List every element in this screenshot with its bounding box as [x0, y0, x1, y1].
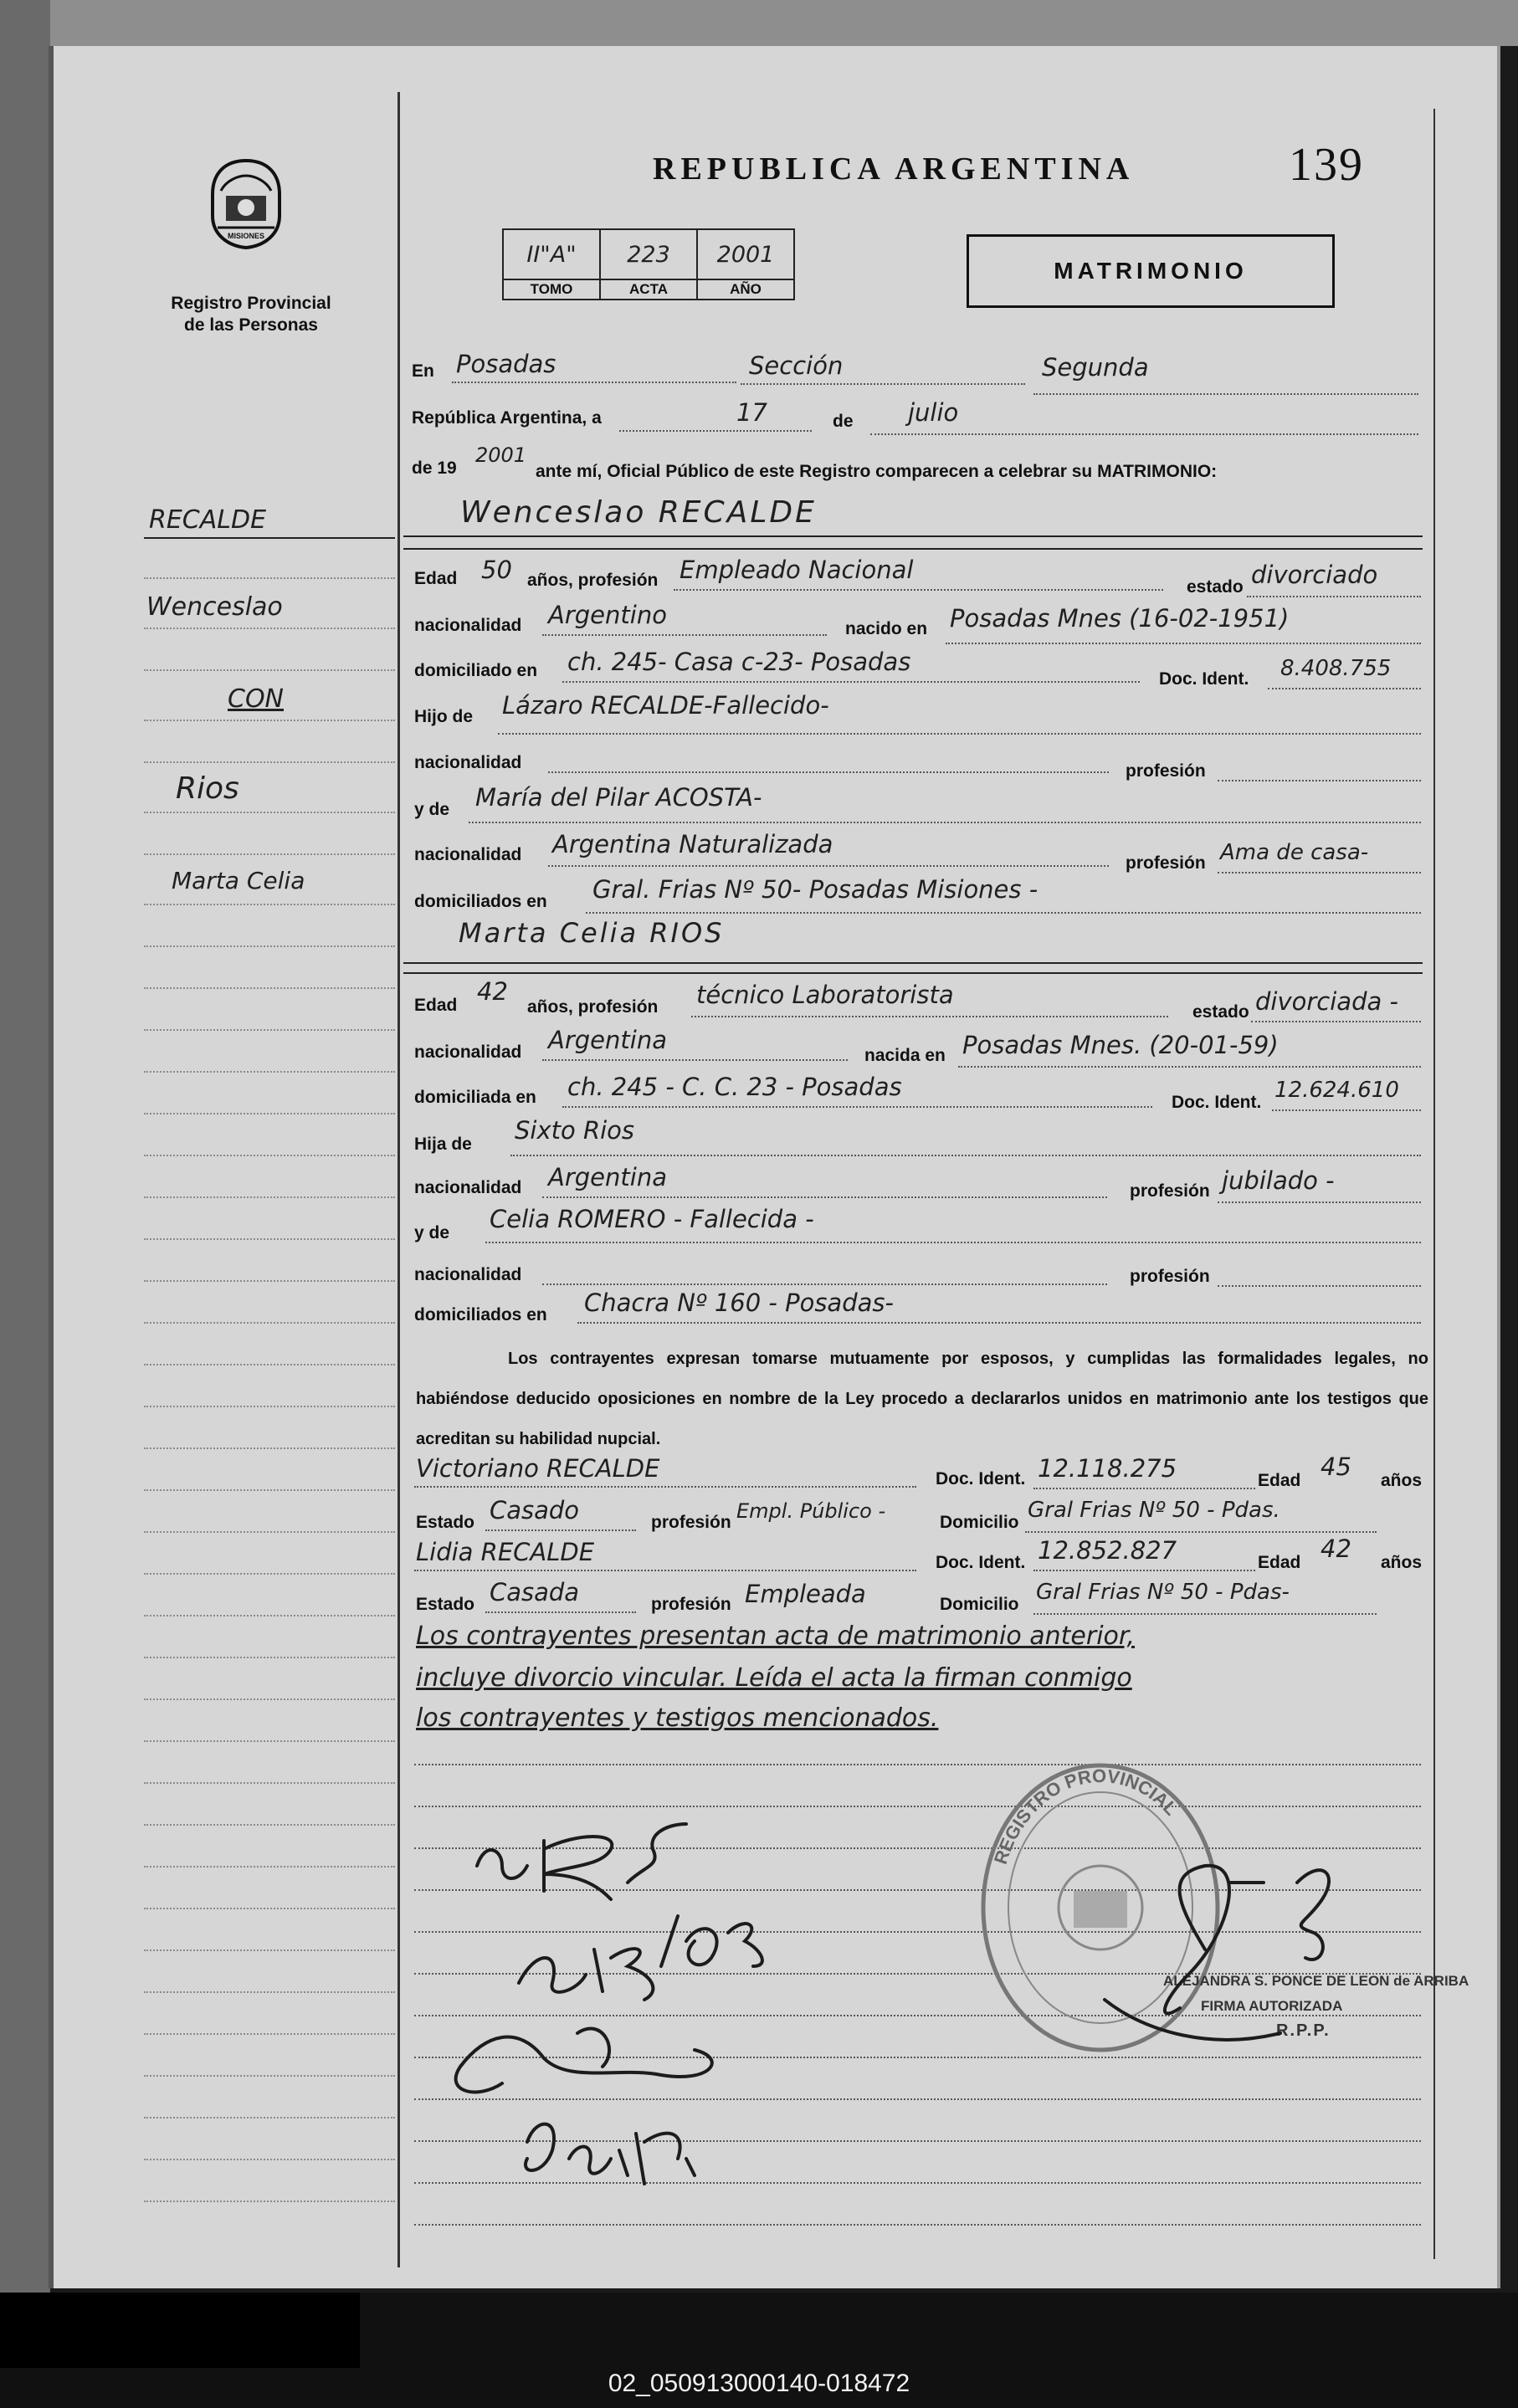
- witness2-name: Lidia RECALDE: [416, 1538, 595, 1566]
- groom-age: 50: [481, 556, 512, 584]
- margin-bride-surname: Rios: [176, 771, 239, 806]
- margin-line: [144, 577, 395, 579]
- day-line: [619, 430, 812, 432]
- margin-line: [144, 904, 395, 905]
- witness1-address: Gral Frias Nº 50 - Pdas.: [1028, 1498, 1280, 1523]
- margin-line: [144, 1908, 395, 1909]
- groom-father-nat-line: [548, 771, 1109, 773]
- groom-father-prof-line: [1218, 780, 1421, 781]
- bride-name-rule: [403, 962, 1423, 964]
- groom-birth-line: [946, 643, 1421, 644]
- witness2-estado: Casada: [490, 1578, 580, 1606]
- day-value: 17: [736, 398, 767, 427]
- groom-nat-label: nacionalidad: [414, 616, 522, 635]
- groom-mother-prof-label: profesión: [1126, 853, 1206, 873]
- notes-line-1: Los contrayentes presentan acta de matrimonio anterior,: [416, 1622, 1136, 1651]
- witness1-edad-label: Edad: [1258, 1471, 1301, 1490]
- signatures: [410, 1782, 1448, 2217]
- witness1-name-line: [414, 1486, 916, 1488]
- groom-profession: Empleado Nacional: [680, 556, 914, 584]
- official-name: ALEJANDRA S. PONCE DE LEON de ARRIBA: [1163, 1973, 1469, 1989]
- groom-section-rule: [403, 548, 1423, 550]
- bride-father-nat-line: [542, 1196, 1107, 1198]
- margin-line: [144, 1113, 395, 1114]
- bride-mother-prof-line: [1218, 1285, 1421, 1287]
- bride-parents-line: [577, 1322, 1421, 1324]
- seccion-label-hw: Sección: [749, 351, 844, 380]
- bride-age: 42: [477, 977, 508, 1006]
- bride-mother-nat-label: nacionalidad: [414, 1265, 522, 1284]
- margin-line: [144, 2201, 395, 2202]
- margin-rule-1: [144, 537, 395, 539]
- groom-nat-line: [542, 634, 827, 636]
- bride-estado: divorciada -: [1255, 987, 1398, 1016]
- witness2-anos-label: años: [1381, 1553, 1423, 1572]
- witness1-estado-line: [485, 1529, 636, 1531]
- groom-hijo-label: Hijo de: [414, 707, 474, 726]
- witness2-prof-label: profesión: [651, 1595, 731, 1614]
- bride-parents-dom-label: domiciliados en: [414, 1305, 547, 1324]
- groom-mother-nat-line: [548, 865, 1109, 867]
- official-sub: R.P.P.: [1276, 2021, 1331, 2040]
- witness2-estado-label: Estado: [416, 1595, 475, 1614]
- margin-line: [144, 2033, 395, 2035]
- scan-background-top: [0, 0, 1518, 46]
- bride-estado-line: [1251, 1021, 1421, 1022]
- witness2-profession: Empleada: [745, 1580, 866, 1608]
- groom-address-line: [562, 681, 1140, 683]
- margin-line: [144, 1824, 395, 1826]
- witness1-signature: [456, 2029, 712, 2093]
- bride-nationality: Argentina: [548, 1026, 667, 1054]
- seal-text: MISIONES: [227, 232, 265, 240]
- margin-line: [144, 1866, 395, 1867]
- groom-nationality: Argentino: [548, 601, 667, 629]
- bride-nat-line: [542, 1059, 848, 1061]
- groom-profession-line: [674, 589, 1163, 591]
- year-value: 2001: [475, 443, 527, 467]
- witness1-prof-label: profesión: [651, 1513, 731, 1532]
- margin-line: [144, 1447, 395, 1449]
- sig-rule: [414, 1764, 1421, 1765]
- groom-mother-nat-label: nacionalidad: [414, 845, 522, 864]
- margin-groom-given: Wenceslao: [146, 592, 283, 622]
- groom-mother-nationality: Argentina Naturalizada: [552, 830, 833, 858]
- witness1-estado: Casado: [490, 1496, 580, 1524]
- margin-line: [144, 1322, 395, 1324]
- margin-line: [144, 1740, 395, 1742]
- margin-line: [144, 1531, 395, 1533]
- margin-line: [144, 1657, 395, 1658]
- margin-line: [144, 2075, 395, 2077]
- groom-edad-label: Edad: [414, 569, 458, 588]
- margin-line: [144, 1949, 395, 1951]
- groom-father: Lázaro RECALDE-Fallecido-: [502, 691, 829, 720]
- groom-parents-dom-label: domiciliados en: [414, 892, 547, 911]
- margin-line: [144, 1406, 395, 1407]
- witness1-profession: Empl. Público -: [736, 1499, 886, 1523]
- margin-con: CON: [228, 684, 285, 714]
- margin-line: [144, 945, 395, 947]
- witness1-name: Victoriano RECALDE: [416, 1454, 660, 1483]
- groom-father-prof-label: profesión: [1126, 761, 1206, 781]
- groom-estado: divorciado: [1251, 561, 1378, 589]
- notes-line-3: los contrayentes y testigos mencionados.: [416, 1704, 939, 1733]
- bride-name: Marta Celia RIOS: [459, 917, 725, 949]
- scan-background-corner: [0, 2293, 360, 2368]
- margin-line: [144, 1615, 395, 1616]
- margin-line: [144, 720, 395, 721]
- bride-parents-address: Chacra Nº 160 - Posadas-: [584, 1289, 894, 1317]
- witness2-signature: [526, 2124, 695, 2184]
- bride-edad-label: Edad: [414, 996, 458, 1015]
- record-type-box: MATRIMONIO: [967, 234, 1335, 308]
- registry-label: Registro Provincial de las Personas: [171, 294, 331, 335]
- witness1-doc: 12.118.275: [1038, 1454, 1177, 1483]
- groom-estado-label: estado: [1187, 577, 1244, 597]
- month-line: [870, 433, 1418, 435]
- bride-father-nat-label: nacionalidad: [414, 1178, 522, 1197]
- margin-line: [144, 1698, 395, 1700]
- witness2-estado-line: [485, 1611, 636, 1613]
- section-value: Segunda: [1042, 353, 1149, 382]
- bride-father-prof-label: profesión: [1130, 1181, 1210, 1201]
- place-line: [452, 382, 736, 383]
- witness2-name-line: [414, 1570, 916, 1571]
- groom-father-line: [498, 733, 1421, 735]
- en-label: En: [412, 361, 434, 381]
- ano-label: AÑO: [697, 279, 794, 300]
- province-seal-icon: [209, 157, 283, 251]
- witness2-edad-label: Edad: [1258, 1553, 1301, 1572]
- margin-groom-surname: RECALDE: [149, 505, 267, 535]
- bride-profession-line: [691, 1016, 1168, 1017]
- bride-father-line: [510, 1155, 1421, 1156]
- bride-signature: [519, 1916, 762, 2000]
- section-line: [1033, 393, 1418, 395]
- groom-doc: 8.408.755: [1280, 656, 1392, 681]
- margin-line: [144, 669, 395, 671]
- groom-name-rule: [403, 535, 1423, 537]
- bride-father-prof-line: [1218, 1201, 1421, 1203]
- scan-background-left: [0, 0, 50, 2408]
- groom-estado-line: [1247, 596, 1421, 597]
- witness2-age: 42: [1321, 1534, 1351, 1563]
- tomo-value: II"A": [503, 229, 600, 279]
- margin-line: [144, 2117, 395, 2119]
- witness1-doc-label: Doc. Ident.: [936, 1469, 1026, 1488]
- tomo-label: TOMO: [503, 279, 600, 300]
- groom-parents-line: [586, 912, 1421, 914]
- notes-line-2: incluye divorcio vincular. Leída el acta la firman conmigo: [416, 1663, 1132, 1693]
- official-role: FIRMA AUTORIZADA: [1201, 1998, 1343, 2014]
- file-id: 02_050913000140-018472: [608, 2370, 910, 2397]
- bride-nat-label: nacionalidad: [414, 1043, 522, 1062]
- groom-doc-line: [1268, 688, 1421, 689]
- witness1-age: 45: [1321, 1452, 1351, 1481]
- bride-doc: 12.624.610: [1274, 1078, 1399, 1103]
- witness1-doc-line: [1033, 1488, 1255, 1489]
- bride-birthplace: Posadas Mnes. (20-01-59): [962, 1031, 1279, 1059]
- margin-line: [144, 853, 395, 855]
- official-signature: [1165, 1866, 1329, 2014]
- republica-label: República Argentina, a: [412, 408, 602, 428]
- groom-anos-label: años, profesión: [527, 571, 659, 590]
- margin-line: [144, 987, 395, 989]
- margin-line: [144, 2159, 395, 2160]
- groom-address: ch. 245- Casa c-23- Posadas: [567, 648, 911, 676]
- margin-line: [144, 1196, 395, 1198]
- reference-table: [502, 228, 795, 300]
- bride-address-line: [562, 1106, 1152, 1108]
- bride-doc-label: Doc. Ident.: [1172, 1093, 1262, 1112]
- margin-line: [144, 1238, 395, 1240]
- acta-value: 223: [600, 229, 697, 279]
- bride-yde-label: y de: [414, 1223, 450, 1242]
- groom-name: Wenceslao RECALDE: [460, 495, 817, 530]
- year-prefix-label: de 19: [412, 459, 457, 478]
- bride-nacida-label: nacida en: [864, 1046, 946, 1065]
- margin-line: [144, 1029, 395, 1031]
- bride-anos-label: años, profesión: [527, 997, 659, 1017]
- document-title: REPUBLICA ARGENTINA: [653, 151, 1135, 187]
- groom-nacido-label: nacido en: [845, 619, 928, 638]
- groom-signature: [477, 1824, 686, 1899]
- groom-dom-label: domiciliado en: [414, 661, 538, 680]
- bride-section-rule: [403, 972, 1423, 974]
- margin-divider: [397, 92, 400, 2267]
- margin-line: [144, 628, 395, 629]
- witness1-estado-label: Estado: [416, 1513, 475, 1532]
- margin-bride-given: Marta Celia: [172, 867, 305, 894]
- groom-mother-prof-line: [1218, 872, 1421, 874]
- bride-mother-nat-line: [542, 1283, 1107, 1285]
- bride-profession: técnico Laboratorista: [696, 981, 954, 1009]
- month-value: julio: [908, 398, 959, 427]
- margin-line: [144, 812, 395, 813]
- margin-line: [144, 1573, 395, 1575]
- margin-line: [144, 1155, 395, 1156]
- witness1-dom-label: Domicilio: [940, 1513, 1019, 1532]
- margin-line: [144, 1991, 395, 1993]
- witness1-anos-label: años: [1381, 1471, 1423, 1490]
- margin-line: [144, 1489, 395, 1491]
- acta-label: ACTA: [600, 279, 697, 300]
- official-signature-flourish: [1105, 2000, 1280, 2040]
- place-value: Posadas: [456, 350, 556, 378]
- bride-doc-line: [1272, 1109, 1421, 1111]
- groom-birthplace: Posadas Mnes (16-02-1951): [950, 604, 1290, 633]
- bride-father: Sixto Rios: [515, 1116, 635, 1145]
- witness2-dom-label: Domicilio: [940, 1595, 1019, 1614]
- bride-birth-line: [958, 1066, 1421, 1068]
- bride-father-nationality: Argentina: [548, 1163, 667, 1191]
- margin-line: [144, 1364, 395, 1365]
- seccion-line: [741, 383, 1025, 385]
- margin-line: [144, 1280, 395, 1282]
- witness2-doc-line: [1033, 1570, 1255, 1571]
- margin-line: [144, 761, 395, 763]
- bride-mother-line: [485, 1242, 1421, 1243]
- groom-mother: María del Pilar ACOSTA-: [475, 783, 762, 812]
- groom-parents-address: Gral. Frias Nº 50- Posadas Misiones -: [592, 875, 1038, 904]
- witness2-doc: 12.852.827: [1038, 1536, 1177, 1565]
- bride-hija-label: Hija de: [414, 1135, 472, 1154]
- bride-dom-label: domiciliada en: [414, 1088, 536, 1107]
- groom-yde-label: y de: [414, 800, 450, 819]
- page-number: 139: [1289, 139, 1364, 191]
- groom-father-nat-label: nacionalidad: [414, 753, 522, 772]
- witness2-address: Gral Frias Nº 50 - Pdas-: [1036, 1580, 1290, 1605]
- bride-mother-prof-label: profesión: [1130, 1267, 1210, 1286]
- bride-mother: Celia ROMERO - Fallecida -: [490, 1205, 814, 1233]
- stamp-ring-text: REGISTRO PROVINCIAL: [989, 1765, 1182, 1867]
- intro-rest: ante mí, Oficial Público de este Registro comparecen a celebrar su MATRIMONIO:: [536, 462, 1218, 481]
- bride-estado-label: estado: [1192, 1002, 1249, 1022]
- witness2-doc-label: Doc. Ident.: [936, 1553, 1026, 1572]
- sig-rule: [414, 2224, 1421, 2226]
- margin-line: [144, 1071, 395, 1073]
- groom-doc-label: Doc. Ident.: [1159, 669, 1249, 689]
- witness2-address-line: [1033, 1613, 1377, 1615]
- bride-father-profession: jubilado -: [1222, 1166, 1335, 1195]
- groom-mother-profession: Ama de casa-: [1220, 840, 1369, 865]
- bride-address: ch. 245 - C. C. 23 - Posadas: [567, 1073, 902, 1101]
- declaration-text: Los contrayentes expresan tomarse mutuamente por esposos, y cumplidas las formalidades legales, no habiéndose deducido oposiciones en nombre de la Ley procedo a declararlos unidos en matrimonio ante los testigos que acreditan su habilidad nupcial.: [416, 1350, 1428, 1448]
- margin-line: [144, 1782, 395, 1784]
- witness1-address-line: [1025, 1531, 1377, 1533]
- ano-value: 2001: [697, 229, 794, 279]
- groom-mother-line: [469, 822, 1421, 823]
- de-label: de: [833, 412, 854, 431]
